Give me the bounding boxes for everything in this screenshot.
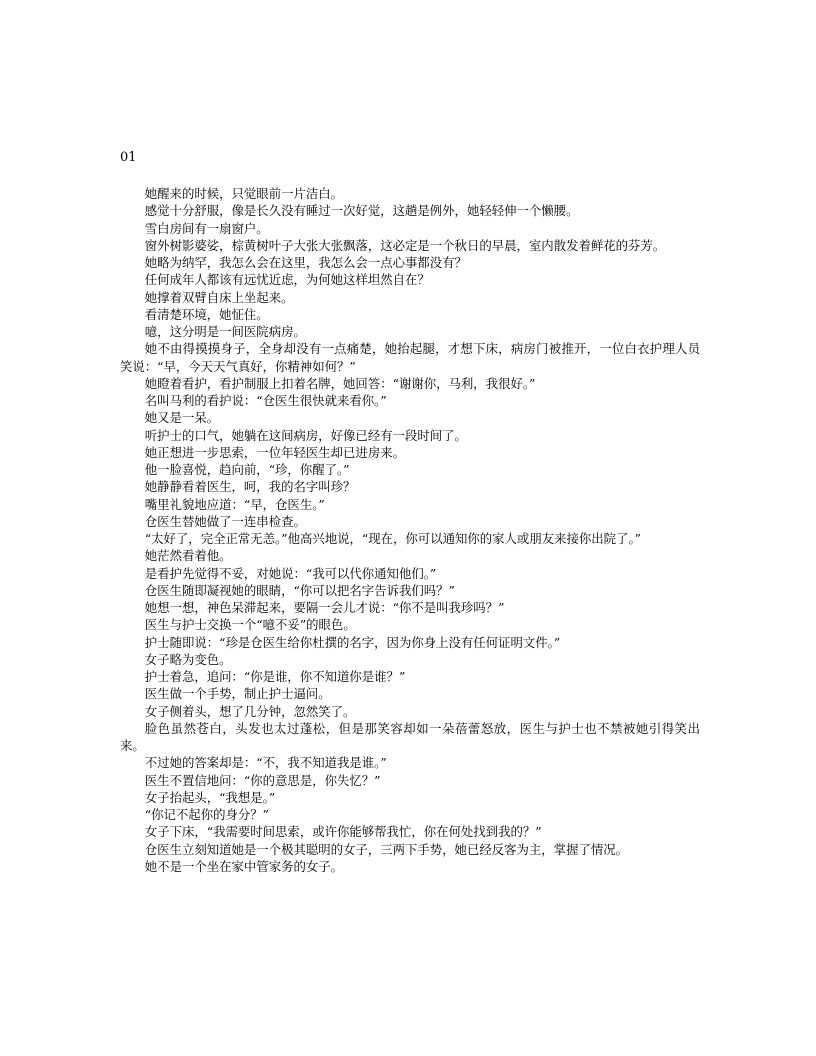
paragraph: 任何成年人都该有远忧近虑，为何她这样坦然自在？ (144, 272, 430, 288)
paragraph: 她正想进一步思索，一位年轻医生却已进房来。 (144, 444, 405, 460)
paragraph: 她略为纳罕，我怎么会在这里，我怎么会一点心事都没有？ (144, 255, 467, 270)
paragraph: 看清楚环境，她怔住。 (144, 306, 269, 322)
paragraph: 女子下床，“我需要时间思索，或许你能够帮我忙，你在何处找到我的？” (144, 824, 542, 840)
paragraph: 嘴里礼貌地应道：“早，仓医生。” (144, 496, 325, 512)
paragraph: 医生不置信地问：“你的意思是，你失忆？” (144, 772, 381, 788)
paragraph: 她又是一呆。 (144, 410, 220, 426)
paragraph: 雪白房间有一扇窗户。 (144, 220, 269, 236)
paragraph: 听护士的口气，她躺在这间病房，好像已经有一段时间了。 (144, 427, 467, 443)
paragraph: 女子略为变色。 (144, 651, 232, 667)
paragraph: 仓医生随即凝视她的眼睛，“你可以把名字告诉我们吗？” (144, 582, 455, 598)
paragraph: 护士着急，追问：“你是谁，你不知道你是谁？” (144, 669, 406, 684)
paragraph: “太好了，完全正常无恙。”他高兴地说，“现在，你可以通知你的家人或朋友来接你出院了。” (144, 531, 641, 546)
paragraph: 名叫马利的看护说：“仓医生很快就来看你。” (144, 393, 387, 408)
paragraph: 护士随即说：“珍是仓医生给你杜撰的名字，因为你身上没有任何证明文件。” (144, 634, 561, 650)
paragraph: 她瞪着看护，看护制服上扣着名牌，她回答：“谢谢你，马利，我很好。” (144, 375, 536, 391)
paragraph: 噫，这分明是一间医院病房。 (144, 324, 306, 339)
paragraph: 女子抬起头，“我想是。” (144, 789, 276, 805)
paragraph: 仓医生替她做了一连串检查。 (144, 513, 306, 529)
paragraph: 感觉十分舒服，像是长久没有睡过一次好觉，这趟是例外，她轻轻伸一个懒腰。 (144, 203, 579, 219)
paragraph: 他一脸喜悦，趋向前，“珍，你醒了。” (144, 462, 350, 477)
paragraph: 她不由得摸摸身子，全身却没有一点痛楚，她抬起腿，才想下床，病房门被推开，一位白衣护理人员笑说：“早，今天天气真好，你精神如何？” (120, 341, 700, 374)
paragraph: “你记不起你的身分？” (144, 807, 269, 822)
paragraph: 她醒来的时候，只觉眼前一片洁白。 (144, 186, 344, 201)
paragraph: 医生做一个手势，制止护士逼问。 (144, 686, 331, 702)
paragraph: 不过她的答案却是：“不，我不知道我是谁。” (144, 755, 387, 771)
paragraph: 她不是一个坐在家中管家务的女子。 (144, 858, 344, 874)
paragraph: 她静静看着医生，呵，我的名字叫珍？ (144, 479, 356, 495)
paragraph: 她撑着双臂自床上坐起来。 (144, 289, 294, 305)
paragraph: 女子侧着头，想了几分钟，忽然笑了。 (144, 703, 356, 719)
paragraph: 脸色虽然苍白，头发也太过蓬松，但是那笑容却如一朵蓓蕾怒放，医生与护士也不禁被她引得笑出来。 (120, 720, 700, 753)
paragraph: 她想一想，神色呆滞起来，要隔一会儿才说：“你不是叫我珍吗？” (144, 600, 505, 615)
paragraph: 是看护先觉得不妥，对她说：“我可以代你通知他们。” (144, 565, 437, 581)
body-text (120, 185, 700, 875)
paragraph: 仓医生立刻知道她是一个极其聪明的女子，三两下手势，她已经反客为主，掌握了情况。 (144, 841, 629, 857)
paragraph: 窗外树影婆娑，棕黄树叶子大张大张飘落，这必定是一个秋日的早晨，室内散发着鲜花的芬芳。 (144, 237, 666, 253)
chapter-number: 01 (120, 150, 137, 165)
paragraph: 医生与护士交换一个“噫不妥”的眼色。 (144, 617, 356, 633)
paragraph: 她茫然看着他。 (144, 548, 232, 564)
